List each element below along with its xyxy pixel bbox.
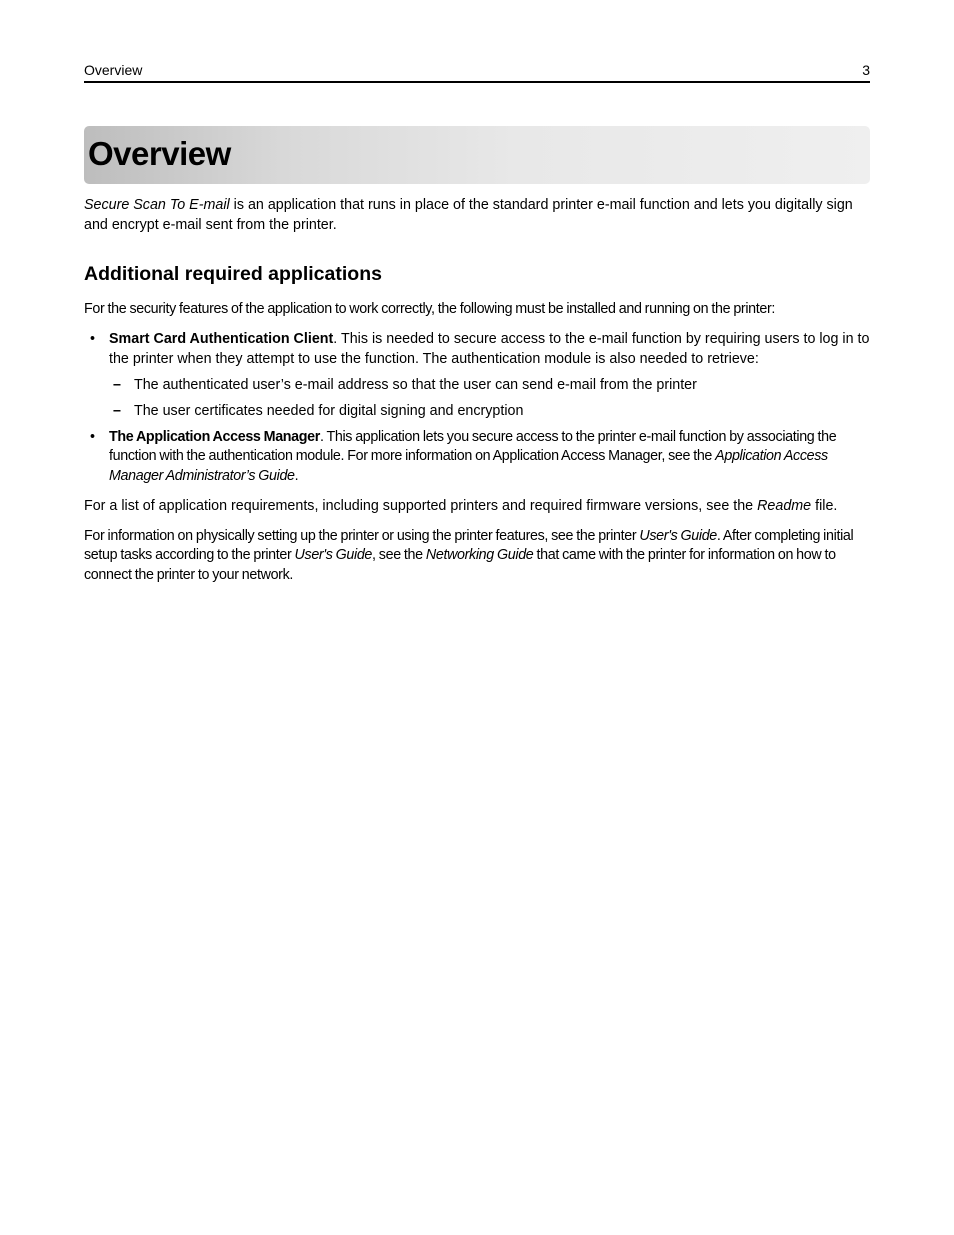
dash-icon: – xyxy=(113,402,121,419)
bullet-text: . This is needed to secure access to the e-mail function by requiring users to log in to the printer when they attempt to use the function. The authentication module is also needed to retrieve: xyxy=(109,331,870,367)
sub-list xyxy=(109,376,870,422)
networking-guide-reference: Networking Guide xyxy=(425,547,534,563)
sub-list-item xyxy=(109,376,870,396)
sub-item-text: The authenticated user’s e-mail address so that the user can send e-mail from the printer xyxy=(134,376,697,393)
intro-app-name: Secure Scan To E-mail xyxy=(84,197,230,213)
setup-text-3: , see the xyxy=(372,547,426,563)
bullet-icon: • xyxy=(90,428,95,445)
bullet-title: Smart Card Authentication Client xyxy=(109,331,334,347)
dash-icon: – xyxy=(113,376,121,393)
setup-paragraph xyxy=(84,527,870,586)
setup-text-2: . After completing initial setup tasks according to the printer xyxy=(84,527,854,563)
sub-item-text: The user certificates needed for digital signing and encryption xyxy=(134,402,524,419)
header-page-number: 3 xyxy=(862,62,870,78)
bullet-title: The Application Access Manager xyxy=(109,428,320,445)
readme-reference: Readme xyxy=(757,497,812,514)
content-body xyxy=(84,196,870,596)
bullet-icon: • xyxy=(90,331,96,347)
page-title: Overview xyxy=(88,135,231,172)
setup-text-4: that came with the printer for information on how to connect the printer to your network. xyxy=(84,547,836,583)
users-guide-reference: User's Guide xyxy=(639,527,717,544)
intro-paragraph xyxy=(84,196,870,235)
setup-text-1: For information on physically setting up the printer or using the printer features, see the printer xyxy=(84,527,640,544)
section-heading: Additional required applications xyxy=(84,263,382,285)
list-item xyxy=(84,428,870,487)
running-header xyxy=(84,60,870,83)
readme-paragraph xyxy=(84,497,870,517)
guide-reference: Application Access Manager Administrator’s Guide xyxy=(109,448,828,484)
requirements-list xyxy=(84,330,870,486)
list-item xyxy=(84,330,870,421)
readme-text: For a list of application requirements, including supported printers and required firmware versions, see the xyxy=(84,497,758,514)
title-banner xyxy=(84,126,870,184)
bullet-end: . xyxy=(294,467,299,484)
section-lead-paragraph: For the security features of the application to work correctly, the following must be installed and running on the printer: xyxy=(84,301,776,317)
users-guide-reference: User's Guide xyxy=(294,547,373,563)
intro-text: is an application that runs in place of the standard printer e-mail function and lets you digitally sign and encrypt e-mail sent from the printer. xyxy=(84,197,853,233)
header-section-title: Overview xyxy=(84,62,143,78)
bullet-text: . This application lets you secure access to the printer e-mail function by associating the function with the authentication module. For more information on Application Access Manager, see the xyxy=(109,428,837,464)
readme-end: file. xyxy=(811,497,838,514)
sub-list-item xyxy=(109,402,870,422)
